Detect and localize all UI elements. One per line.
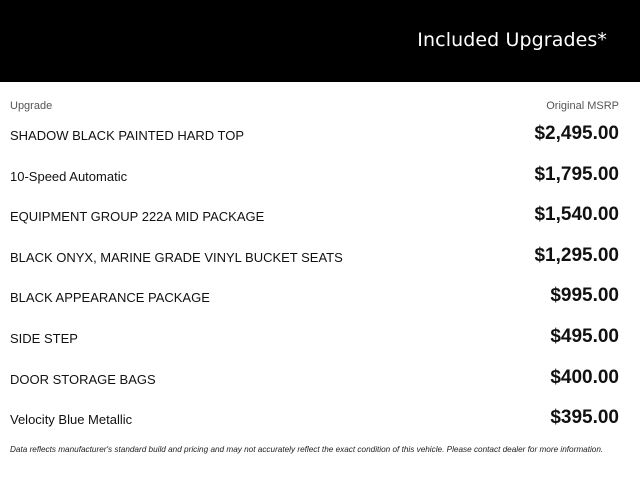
upgrade-price: $1,295.00	[534, 244, 619, 266]
upgrade-price: $1,540.00	[534, 204, 619, 226]
upgrade-row	[0, 196, 640, 237]
upgrade-price: $995.00	[550, 285, 619, 307]
upgrade-name: 10-Speed Automatic	[10, 168, 128, 184]
upgrade-row	[0, 115, 640, 156]
upgrade-name: BLACK ONYX, MARINE GRADE VINYL BUCKET SEATS	[10, 249, 343, 265]
upgrades-list	[0, 115, 640, 440]
upgrade-row	[0, 359, 640, 400]
upgrade-name: Velocity Blue Metallic	[10, 412, 133, 428]
upgrade-row	[0, 237, 640, 278]
page-title: Included Upgrades*	[417, 29, 607, 51]
upgrade-price: $2,495.00	[534, 123, 619, 144]
upgrade-name: EQUIPMENT GROUP 222A MID PACKAGE	[10, 209, 265, 225]
upgrade-name: DOOR STORAGE BAGS	[10, 371, 156, 387]
upgrade-row	[0, 318, 640, 359]
upgrade-price: $400.00	[550, 366, 619, 388]
upgrade-price: $395.00	[550, 407, 619, 429]
column-header-msrp: Original MSRP	[546, 100, 619, 112]
upgrade-name: SHADOW BLACK PAINTED HARD TOP	[10, 128, 245, 143]
upgrade-price: $1,795.00	[534, 163, 619, 185]
column-header-upgrade: Upgrade	[10, 100, 53, 112]
upgrade-row	[0, 277, 640, 318]
disclaimer-text: Data reflects manufacturer's standard build and pricing and may not accurately reflect the exact condition of this vehicle. Please contact dealer for more information.	[10, 445, 604, 454]
upgrade-name: BLACK APPEARANCE PACKAGE	[10, 290, 210, 306]
upgrade-row	[0, 399, 640, 440]
upgrade-row	[0, 156, 640, 197]
upgrade-name: SIDE STEP	[10, 330, 78, 346]
header-banner	[0, 0, 640, 82]
upgrade-price: $495.00	[550, 325, 619, 347]
